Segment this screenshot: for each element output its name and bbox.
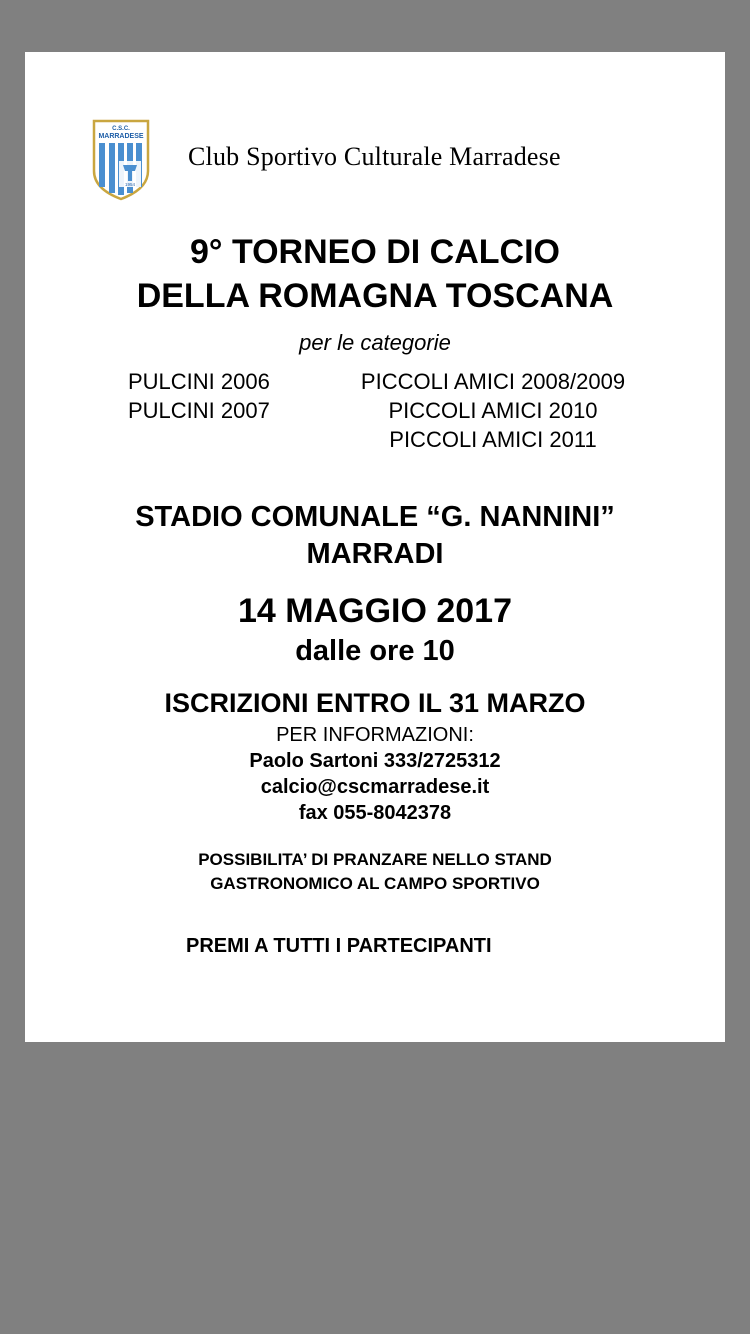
venue-line1: STADIO COMUNALE “G. NANNINI” bbox=[135, 501, 615, 533]
event-time: dalle ore 10 bbox=[295, 635, 455, 667]
club-logo bbox=[91, 119, 151, 201]
tournament-title-line1: 9° TORNEO DI CALCIO bbox=[190, 233, 560, 271]
venue-line2: MARRADI bbox=[306, 538, 444, 570]
category-right-2: PICCOLI AMICI 2010 bbox=[388, 398, 598, 423]
info-label: PER INFORMAZIONI: bbox=[276, 724, 474, 746]
category-left-1: PULCINI 2006 bbox=[128, 369, 270, 394]
lunch-notice-line1: POSSIBILITA’ DI PRANZARE NELLO STAND bbox=[198, 850, 552, 869]
contact-fax: fax 055-8042378 bbox=[298, 802, 452, 824]
contact-email: calcio@cscmarradese.it bbox=[260, 776, 490, 798]
tournament-title-line2: DELLA ROMAGNA TOSCANA bbox=[136, 277, 614, 315]
categories-intro: per le categorie bbox=[299, 330, 451, 355]
category-left-2: PULCINI 2007 bbox=[128, 398, 270, 423]
prizes-note: PREMI A TUTTI I PARTECIPANTI bbox=[186, 935, 492, 957]
flyer-page bbox=[25, 52, 725, 1042]
club-name: Club Sportivo Culturale Marradese bbox=[188, 142, 561, 171]
lunch-notice-line2: GASTRONOMICO AL CAMPO SPORTIVO bbox=[210, 874, 540, 893]
contact-name: Paolo Sartoni 333/2725312 bbox=[249, 750, 501, 772]
logo-text-name: MARRADESE bbox=[98, 133, 144, 140]
event-date: 14 MAGGIO 2017 bbox=[237, 592, 512, 630]
category-right-1: PICCOLI AMICI 2008/2009 bbox=[360, 369, 626, 394]
logo-year: 1954 bbox=[124, 182, 136, 187]
registration-deadline: ISCRIZIONI ENTRO IL 31 MARZO bbox=[164, 688, 586, 718]
category-right-3: PICCOLI AMICI 2011 bbox=[389, 427, 597, 452]
logo-text-top: C.S.C. bbox=[112, 126, 130, 132]
